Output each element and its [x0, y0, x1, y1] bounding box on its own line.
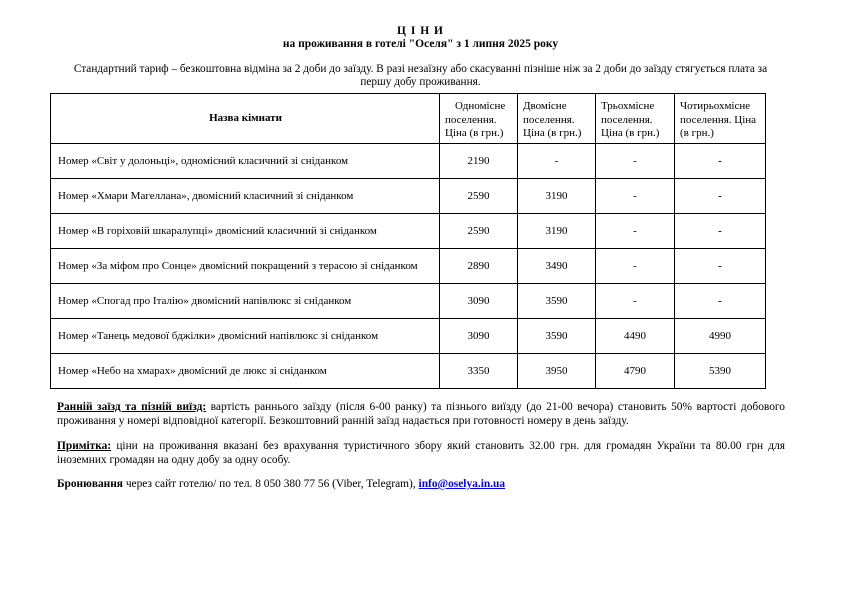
table-row: [51, 144, 766, 179]
price-cell: 3950: [518, 354, 596, 389]
price-cell: 3490: [518, 249, 596, 284]
note-early-checkin-late-checkout: [57, 401, 785, 428]
price-cell: 3190: [518, 214, 596, 249]
room-name-cell: Номер «Танець медової бджілки» двомісний напівлюкс зі сніданком: [51, 319, 440, 354]
price-cell: -: [596, 249, 675, 284]
price-cell: -: [596, 179, 675, 214]
note-tourist-tax: [57, 440, 785, 467]
price-cell: 4790: [596, 354, 675, 389]
price-cell: -: [518, 144, 596, 179]
price-cell: -: [675, 249, 766, 284]
price-cell: 4990: [675, 319, 766, 354]
note-early-label: Ранній заїзд та пізній виїзд:: [57, 401, 207, 414]
price-cell: 2190: [440, 144, 518, 179]
price-cell: -: [675, 214, 766, 249]
price-cell: -: [675, 144, 766, 179]
price-cell: -: [596, 214, 675, 249]
booking-label: Бронювання: [57, 478, 123, 490]
price-cell: -: [675, 179, 766, 214]
column-header-room-name: Назва кімнати: [51, 94, 440, 144]
column-header-quad-occupancy: Чотирьохмісне поселення. Ціна (в грн.): [675, 94, 766, 144]
price-cell: 3590: [518, 284, 596, 319]
price-cell: 3350: [440, 354, 518, 389]
email-link[interactable]: info@oselya.in.ua: [418, 478, 506, 490]
price-cell: 5390: [675, 354, 766, 389]
price-cell: 2890: [440, 249, 518, 284]
price-cell: 3090: [440, 319, 518, 354]
price-cell: 3090: [440, 284, 518, 319]
table-row: [51, 214, 766, 249]
price-cell: 4490: [596, 319, 675, 354]
table-header-row: [51, 94, 766, 144]
column-header-double-occupancy: Двомісне поселення. Ціна (в грн.): [518, 94, 596, 144]
price-table: [50, 93, 766, 389]
price-cell: -: [675, 284, 766, 319]
table-row: [51, 249, 766, 284]
intro-paragraph: Стандартний тариф – безкоштовна відміна за 2 доби до заїзду. В разі незаїзну або скасуванні пізніше ніж за 2 доби до заїзду стягується плата за першу добу проживання.: [73, 63, 768, 89]
table-row: [51, 179, 766, 214]
column-header-single-occupancy: Одномісне поселення. Ціна (в грн.): [440, 94, 518, 144]
table-row: [51, 354, 766, 389]
page-title: Ц І Н И: [397, 25, 444, 37]
price-cell: 2590: [440, 214, 518, 249]
column-header-triple-occupancy: Трьохмісне поселення. Ціна (в грн.): [596, 94, 675, 144]
room-name-cell: Номер «Небо на хмарах» двомісний де люкс зі сніданком: [51, 354, 440, 389]
note-tax-label: Примітка:: [57, 440, 112, 453]
price-cell: -: [596, 144, 675, 179]
note-early-text: вартість раннього заїзду (після 6-00 ранку) та пізнього виїзду (до 21-00 вечора) становить 50% вартості добового проживання у номері відповідної категорії. Безкоштовний ранній заїзд надається при готовності номеру в день заїзду.: [57, 401, 785, 427]
booking-line: [57, 478, 785, 491]
table-row: [51, 284, 766, 319]
price-cell: 3190: [518, 179, 596, 214]
booking-text: через сайт готелю/ по тел. 8 050 380 77 56 (Viber, Telegram),: [122, 478, 419, 490]
note-tax-text: ціни на проживання вказані без врахування туристичного збору який становить 32.00 грн. для громадян України та 80.00 грн для іноземних громадян на одну добу за одну особу.: [57, 440, 785, 466]
table-row: [51, 319, 766, 354]
price-cell: -: [596, 284, 675, 319]
room-name-cell: Номер «Хмари Магеллана», двомісний класичний зі сніданком: [51, 179, 440, 214]
price-cell: 2590: [440, 179, 518, 214]
room-name-cell: Номер «В горіховій шкаралупці» двомісний класичний зі сніданком: [51, 214, 440, 249]
page-subtitle: на проживання в готелі "Оселя" з 1 липня 2025 року: [282, 38, 559, 50]
room-name-cell: Номер «За міфом про Сонце» двомісний покращений з терасою зі сніданком: [51, 249, 440, 284]
room-name-cell: Номер «Спогад про Італію» двомісний напівлюкс зі сніданком: [51, 284, 440, 319]
room-name-cell: Номер «Світ у долоньці», одномісний класичний зі сніданком: [51, 144, 440, 179]
price-cell: 3590: [518, 319, 596, 354]
